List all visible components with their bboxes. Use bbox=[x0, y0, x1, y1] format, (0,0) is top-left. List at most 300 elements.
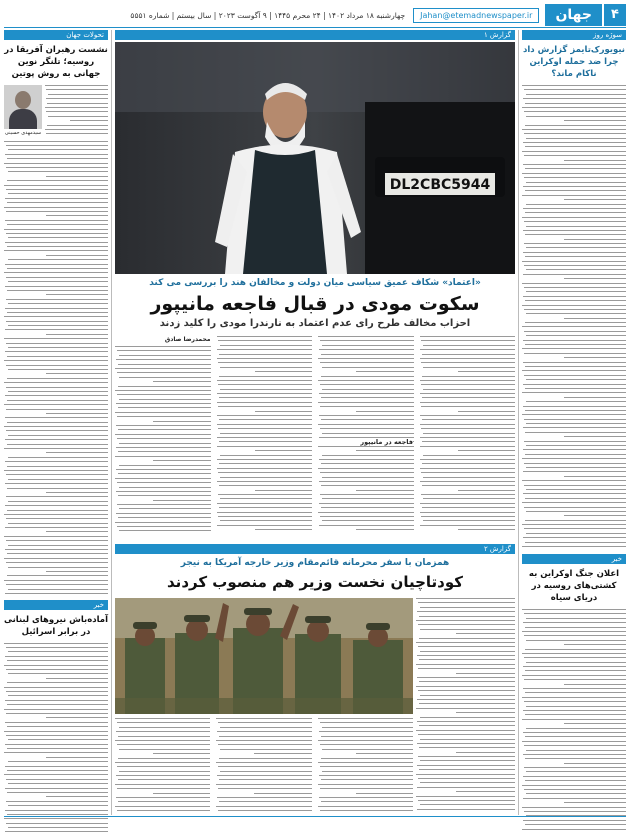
text-line bbox=[524, 613, 626, 614]
text-line bbox=[119, 399, 211, 400]
text-line bbox=[118, 386, 211, 387]
text-line bbox=[217, 525, 312, 526]
text-line bbox=[522, 807, 626, 808]
text-line bbox=[526, 401, 626, 402]
text-line bbox=[420, 336, 516, 337]
text-line bbox=[220, 498, 312, 499]
text-line bbox=[48, 94, 108, 95]
text-line bbox=[318, 806, 413, 807]
text-line bbox=[322, 477, 414, 478]
text-line bbox=[318, 762, 413, 763]
text-line bbox=[7, 268, 108, 269]
text-line bbox=[420, 804, 515, 805]
text-line bbox=[524, 177, 626, 178]
text-line bbox=[524, 485, 626, 486]
text-line bbox=[219, 419, 312, 420]
text-line bbox=[7, 202, 108, 203]
text-line bbox=[320, 406, 414, 407]
text-line bbox=[220, 345, 312, 346]
text-line bbox=[522, 173, 626, 174]
text-line bbox=[4, 316, 108, 317]
text-line bbox=[322, 749, 414, 750]
text-line bbox=[153, 793, 210, 794]
text-line bbox=[524, 528, 626, 529]
text-line bbox=[7, 510, 108, 511]
text-line bbox=[420, 415, 515, 416]
center-col-2 bbox=[318, 336, 414, 536]
text-line bbox=[525, 322, 626, 323]
left-bottom-headline: آماده‌باش نیروهای لبنانی در برابر اسرائیل bbox=[3, 614, 108, 637]
text-line bbox=[419, 638, 515, 639]
text-line bbox=[524, 441, 626, 442]
text-line bbox=[523, 384, 626, 385]
text-line bbox=[322, 455, 414, 456]
text-line bbox=[322, 345, 414, 346]
text-line bbox=[218, 516, 312, 517]
text-line bbox=[5, 700, 108, 701]
text-line bbox=[522, 414, 626, 415]
text-line bbox=[422, 376, 515, 377]
text-line bbox=[7, 770, 108, 771]
text-line bbox=[255, 490, 312, 491]
text-line bbox=[7, 290, 108, 291]
text-line bbox=[7, 660, 108, 661]
text-line bbox=[422, 463, 515, 464]
text-line bbox=[319, 797, 413, 798]
text-line bbox=[564, 160, 626, 161]
text-line bbox=[7, 444, 108, 445]
text-line bbox=[218, 362, 312, 363]
text-line bbox=[119, 465, 211, 466]
text-line bbox=[5, 308, 108, 309]
text-line bbox=[4, 774, 108, 775]
text-line bbox=[318, 402, 414, 403]
text-line bbox=[6, 277, 108, 278]
text-line bbox=[321, 779, 413, 780]
text-line bbox=[318, 512, 414, 513]
header-rule bbox=[4, 27, 626, 28]
text-line bbox=[420, 402, 516, 403]
text-line bbox=[526, 793, 626, 794]
text-line bbox=[525, 146, 626, 147]
text-line bbox=[5, 154, 108, 155]
text-line bbox=[523, 230, 626, 231]
text-line bbox=[217, 459, 312, 460]
text-line bbox=[525, 125, 626, 126]
text-line bbox=[217, 503, 312, 504]
text-line bbox=[8, 457, 108, 458]
text-line bbox=[4, 643, 108, 644]
text-line bbox=[417, 677, 515, 678]
text-line bbox=[523, 296, 626, 297]
text-line bbox=[456, 791, 515, 792]
text-line bbox=[523, 798, 626, 799]
text-line bbox=[217, 775, 311, 776]
text-line bbox=[220, 433, 312, 434]
text-line bbox=[525, 212, 626, 213]
text-line bbox=[564, 357, 626, 358]
text-line bbox=[526, 116, 626, 117]
text-line bbox=[523, 688, 626, 689]
author-photo bbox=[4, 85, 42, 129]
text-line bbox=[420, 468, 516, 469]
text-line bbox=[8, 783, 108, 784]
text-line bbox=[525, 344, 626, 345]
text-line bbox=[7, 422, 108, 423]
text-line bbox=[119, 377, 211, 378]
text-line bbox=[5, 810, 108, 811]
text-line bbox=[5, 831, 108, 832]
text-line bbox=[217, 402, 313, 403]
text-line bbox=[522, 458, 626, 459]
text-line bbox=[525, 300, 626, 301]
text-line bbox=[526, 335, 626, 336]
text-line bbox=[320, 494, 414, 495]
left-intro-text bbox=[45, 85, 108, 138]
text-line bbox=[418, 800, 515, 801]
right-headline: نیویورک‌تایمز گزارش داد چرا ضد حمله اوکراین ناکام ماند؟ bbox=[523, 45, 625, 79]
text-line bbox=[524, 701, 626, 702]
text-line bbox=[524, 353, 626, 354]
text-line bbox=[6, 233, 108, 234]
text-line bbox=[523, 493, 626, 494]
text-line bbox=[525, 627, 626, 628]
text-line bbox=[255, 371, 312, 372]
text-line bbox=[523, 142, 626, 143]
left-headline: نشست رهبران آفریقا در روسیه؛ تلنگر نوین جهانی به روش پوتین bbox=[4, 45, 108, 79]
text-line bbox=[526, 313, 626, 314]
text-line bbox=[115, 806, 210, 807]
text-line bbox=[5, 461, 108, 462]
text-line bbox=[5, 264, 108, 265]
text-line bbox=[117, 482, 211, 483]
text-line bbox=[4, 207, 108, 208]
page-header bbox=[4, 4, 626, 26]
text-line bbox=[7, 814, 108, 815]
text-line bbox=[564, 120, 626, 121]
text-line bbox=[522, 697, 626, 698]
text-line bbox=[8, 479, 108, 480]
byline: محمدرضا صادق bbox=[164, 336, 211, 343]
center-col-4 bbox=[115, 346, 211, 536]
text-line bbox=[416, 708, 515, 709]
text-line bbox=[116, 403, 211, 404]
text-line bbox=[416, 598, 515, 599]
text-line bbox=[522, 195, 626, 196]
text-line bbox=[564, 476, 626, 477]
text-line bbox=[116, 359, 211, 360]
text-line bbox=[219, 736, 311, 737]
text-line bbox=[119, 771, 211, 772]
text-line bbox=[217, 415, 312, 416]
text-line bbox=[6, 713, 108, 714]
text-line bbox=[417, 809, 515, 810]
text-line bbox=[524, 155, 626, 156]
text-line bbox=[46, 492, 108, 493]
text-line bbox=[118, 473, 211, 474]
text-line bbox=[217, 731, 311, 732]
text-line bbox=[254, 753, 311, 754]
text-line bbox=[4, 514, 108, 515]
text-line bbox=[524, 507, 626, 508]
text-line bbox=[356, 450, 413, 451]
text-line bbox=[6, 145, 108, 146]
text-line bbox=[6, 540, 108, 541]
left-column bbox=[4, 30, 108, 838]
text-line bbox=[217, 468, 313, 469]
text-line bbox=[153, 421, 210, 422]
text-line bbox=[5, 242, 108, 243]
text-line bbox=[319, 775, 413, 776]
text-line bbox=[456, 752, 515, 753]
text-line bbox=[118, 451, 211, 452]
text-line bbox=[46, 373, 108, 374]
text-line bbox=[418, 624, 515, 625]
left-box-title: تحولات جهان bbox=[4, 30, 108, 40]
text-line bbox=[525, 824, 626, 825]
text-line bbox=[4, 709, 108, 710]
text-line bbox=[5, 286, 108, 287]
text-line bbox=[46, 531, 108, 532]
text-line bbox=[525, 498, 626, 499]
text-line bbox=[522, 719, 626, 720]
page-number: ۴ bbox=[604, 4, 626, 26]
text-line bbox=[418, 668, 515, 669]
text-line bbox=[117, 394, 211, 395]
text-line bbox=[6, 474, 108, 475]
text-line bbox=[6, 430, 108, 431]
text-line bbox=[421, 472, 515, 473]
text-line bbox=[115, 718, 210, 719]
text-line bbox=[46, 413, 108, 414]
text-line bbox=[319, 415, 414, 416]
text-line bbox=[4, 536, 108, 537]
text-line bbox=[526, 269, 626, 270]
text-line bbox=[4, 665, 108, 666]
text-line bbox=[217, 349, 312, 350]
text-line bbox=[422, 419, 515, 420]
text-line bbox=[318, 740, 413, 741]
column-divider bbox=[518, 30, 519, 815]
text-line bbox=[219, 801, 311, 802]
text-line bbox=[526, 728, 626, 729]
text-line bbox=[524, 331, 626, 332]
text-line bbox=[522, 348, 626, 349]
text-line bbox=[526, 618, 626, 619]
text-line bbox=[420, 739, 515, 740]
crosshead: فاجعه در مانیپور bbox=[318, 438, 413, 446]
text-line bbox=[322, 727, 414, 728]
text-line bbox=[6, 167, 108, 168]
text-line bbox=[219, 779, 311, 780]
text-line bbox=[118, 779, 210, 780]
text-line bbox=[422, 507, 515, 508]
text-line bbox=[8, 589, 108, 590]
text-line bbox=[522, 631, 626, 632]
text-line bbox=[522, 480, 626, 481]
text-line bbox=[522, 653, 626, 654]
text-line bbox=[525, 234, 626, 235]
text-line bbox=[524, 309, 626, 310]
text-line bbox=[416, 664, 515, 665]
text-line bbox=[526, 138, 626, 139]
text-line bbox=[417, 787, 515, 788]
right-bottom-headline: اعلان جنگ اوکراین به کشتی‌های روسیه در دریای سیاه bbox=[528, 569, 620, 603]
text-line bbox=[523, 427, 626, 428]
text-line bbox=[217, 393, 312, 394]
text-line bbox=[525, 780, 626, 781]
text-line bbox=[420, 782, 515, 783]
text-line bbox=[5, 527, 108, 528]
text-line bbox=[356, 490, 413, 491]
text-line bbox=[6, 691, 108, 692]
text-line bbox=[524, 789, 626, 790]
date-line: چهارشنبه ۱۸ مرداد ۱۴۰۲ | ۲۴ محرم ۱۴۴۵ | ۹ آگوست ۲۰۲۳ | سال بیستم | شماره ۵۵۵۱ bbox=[130, 10, 406, 20]
text-line bbox=[116, 425, 211, 426]
text-line bbox=[526, 511, 626, 512]
text-line bbox=[525, 256, 626, 257]
text-line bbox=[70, 120, 108, 121]
right-body-text bbox=[522, 85, 626, 550]
text-line bbox=[48, 116, 108, 117]
text-line bbox=[522, 609, 626, 610]
text-line bbox=[46, 571, 108, 572]
text-line bbox=[4, 250, 108, 251]
text-line bbox=[458, 450, 515, 451]
text-line bbox=[420, 380, 516, 381]
text-line bbox=[356, 793, 413, 794]
text-line bbox=[217, 358, 313, 359]
text-line bbox=[4, 558, 108, 559]
text-line bbox=[7, 748, 108, 749]
text-line bbox=[219, 441, 312, 442]
text-line bbox=[319, 481, 414, 482]
text-line bbox=[216, 740, 311, 741]
text-line bbox=[8, 435, 108, 436]
text-line bbox=[118, 407, 211, 408]
text-line bbox=[417, 655, 515, 656]
text-line bbox=[217, 336, 313, 337]
text-line bbox=[321, 397, 414, 398]
text-line bbox=[4, 752, 108, 753]
text-line bbox=[7, 312, 108, 313]
text-line bbox=[46, 294, 108, 295]
section-email[interactable]: Jahan@etemadnewspaper.ir bbox=[413, 8, 539, 23]
text-line bbox=[6, 299, 108, 300]
text-line bbox=[217, 481, 312, 482]
text-line bbox=[6, 562, 108, 563]
text-line bbox=[8, 325, 108, 326]
text-line bbox=[522, 261, 626, 262]
text-line bbox=[564, 278, 626, 279]
text-line bbox=[525, 542, 626, 543]
left-bottom-label: خبر bbox=[4, 600, 108, 610]
text-line bbox=[117, 766, 210, 767]
text-line bbox=[5, 766, 108, 767]
text-line bbox=[420, 459, 515, 460]
text-line bbox=[522, 217, 626, 218]
text-line bbox=[522, 151, 626, 152]
text-line bbox=[417, 721, 515, 722]
text-line bbox=[5, 483, 108, 484]
text-line bbox=[420, 695, 515, 696]
text-line bbox=[356, 411, 413, 412]
text-line bbox=[525, 649, 626, 650]
text-line bbox=[564, 199, 626, 200]
text-line bbox=[421, 384, 515, 385]
text-line bbox=[118, 736, 210, 737]
text-line bbox=[119, 727, 211, 728]
text-line bbox=[318, 380, 414, 381]
text-line bbox=[523, 732, 626, 733]
text-line bbox=[420, 481, 515, 482]
text-line bbox=[5, 656, 108, 657]
text-line bbox=[524, 635, 626, 636]
text-line bbox=[220, 367, 312, 368]
text-line bbox=[117, 350, 211, 351]
text-line bbox=[526, 94, 626, 95]
text-line bbox=[4, 818, 108, 819]
text-line bbox=[46, 176, 108, 177]
text-line bbox=[416, 620, 515, 621]
text-line bbox=[219, 485, 312, 486]
footer-rule bbox=[4, 816, 626, 817]
text-line bbox=[6, 387, 108, 388]
text-line bbox=[523, 252, 626, 253]
text-line bbox=[420, 717, 515, 718]
text-line bbox=[321, 354, 414, 355]
text-line bbox=[118, 801, 210, 802]
text-line bbox=[419, 616, 515, 617]
text-line bbox=[4, 426, 108, 427]
text-line bbox=[8, 193, 108, 194]
text-line bbox=[421, 406, 515, 407]
text-line bbox=[218, 494, 312, 495]
text-line bbox=[117, 438, 211, 439]
text-line bbox=[522, 392, 626, 393]
text-line bbox=[217, 797, 311, 798]
text-line bbox=[318, 424, 414, 425]
text-line bbox=[7, 356, 108, 357]
text-line bbox=[420, 607, 515, 608]
text-line bbox=[524, 767, 626, 768]
text-line bbox=[7, 488, 108, 489]
text-line bbox=[420, 437, 515, 438]
text-line bbox=[47, 103, 108, 104]
text-line bbox=[422, 441, 515, 442]
text-line bbox=[5, 220, 108, 221]
text-line bbox=[524, 419, 626, 420]
text-line bbox=[255, 411, 312, 412]
text-line bbox=[153, 381, 210, 382]
text-line bbox=[523, 537, 626, 538]
text-line bbox=[319, 393, 414, 394]
text-line bbox=[526, 771, 626, 772]
text-line bbox=[216, 806, 311, 807]
text-line bbox=[320, 472, 414, 473]
text-line bbox=[115, 478, 211, 479]
text-line bbox=[423, 520, 515, 521]
text-line bbox=[524, 811, 626, 812]
text-line bbox=[6, 779, 108, 780]
text-line bbox=[7, 378, 108, 379]
left-bottom-text bbox=[4, 643, 108, 838]
text-line bbox=[524, 221, 626, 222]
text-line bbox=[320, 428, 414, 429]
right-column bbox=[522, 30, 626, 834]
text-line bbox=[119, 443, 211, 444]
text-line bbox=[319, 731, 413, 732]
